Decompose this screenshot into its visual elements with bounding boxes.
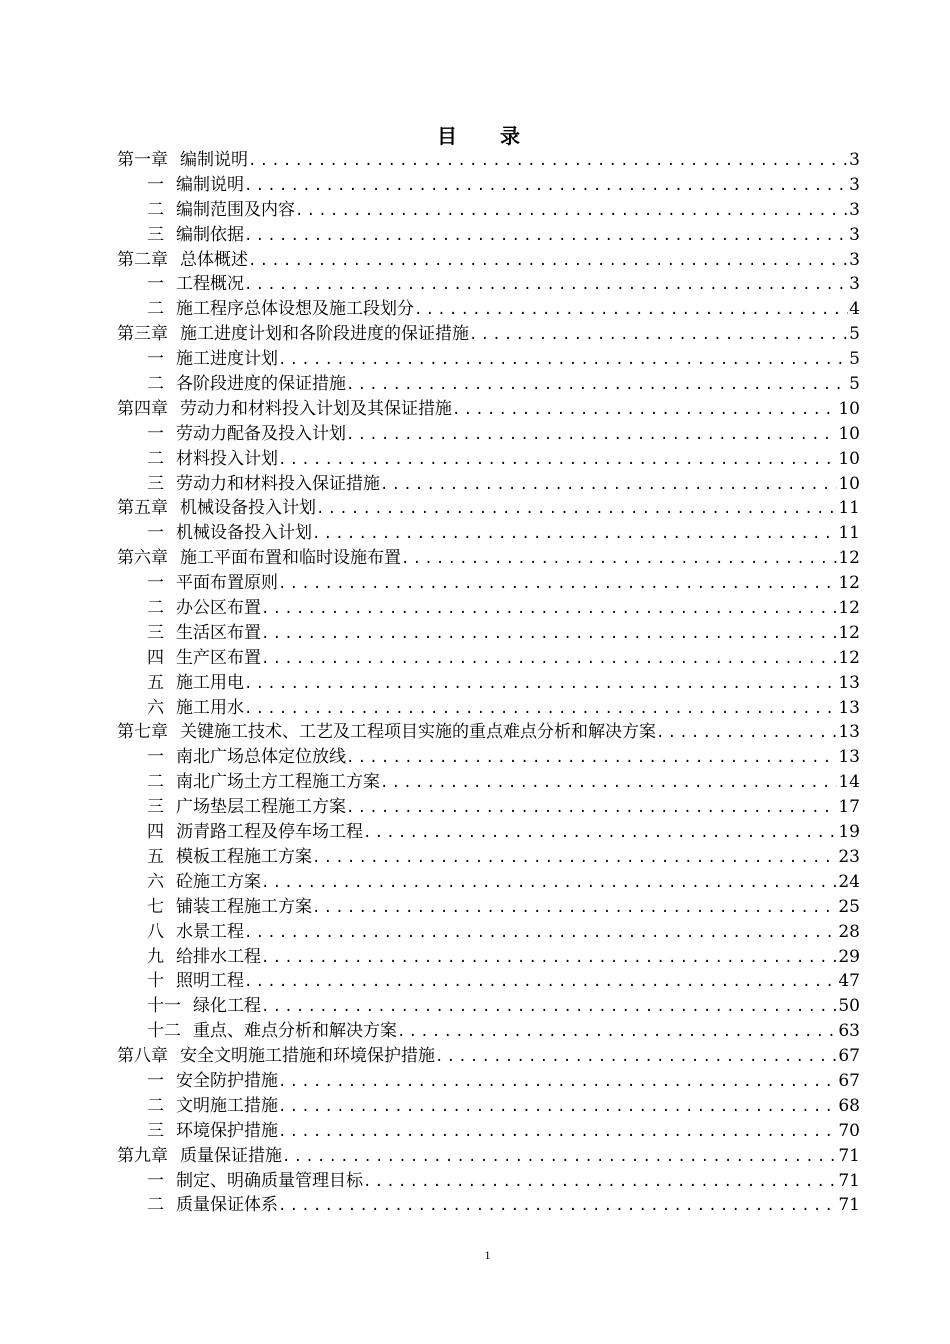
toc-entry-page: 12 — [838, 647, 860, 668]
toc-entry-number: 第一章 — [117, 150, 168, 170]
toc-entry-page: 11 — [838, 498, 860, 519]
toc-entry-number: 三 — [147, 622, 164, 643]
toc-chapter-entry[interactable] — [117, 148, 860, 173]
toc-chapter-entry[interactable] — [117, 397, 860, 422]
toc-entry-title: 文明施工措施 — [176, 1095, 278, 1116]
toc-leader-dots — [380, 771, 837, 795]
toc-entry-page: 5 — [849, 349, 860, 370]
toc-entry-title: 沥青路工程及停车场工程 — [176, 822, 363, 843]
toc-entry-title: 制定、明确质量管理目标 — [176, 1170, 363, 1191]
toc-leader-dots — [244, 224, 848, 248]
toc-section-entry[interactable] — [117, 696, 860, 721]
toc-leader-dots — [346, 423, 837, 447]
toc-entry-title: 南北广场土方工程施工方案 — [176, 772, 380, 793]
toc-entry-title: 安全文明施工措施和环境保护措施 — [180, 1046, 435, 1067]
toc-entry-title: 环境保护措施 — [176, 1120, 278, 1141]
toc-entry-title: 水景工程 — [176, 921, 244, 942]
toc-leader-dots — [244, 697, 837, 721]
toc-entry-page: 13 — [838, 697, 860, 718]
toc-section-entry[interactable] — [117, 223, 860, 248]
toc-entry-title: 编制说明 — [180, 150, 248, 170]
toc-entry-page: 71 — [838, 1195, 860, 1216]
toc-leader-dots — [346, 796, 837, 820]
toc-section-entry[interactable] — [117, 422, 860, 447]
toc-leader-dots — [363, 821, 837, 845]
toc-entry-title: 编制说明 — [176, 174, 244, 195]
toc-entry-page: 13 — [838, 747, 860, 768]
toc-leader-dots — [261, 995, 837, 1019]
toc-entry-title: 南北广场总体定位放线 — [176, 747, 346, 768]
toc-leader-dots — [261, 946, 837, 970]
toc-section-entry[interactable] — [117, 1094, 860, 1119]
toc-entry-number: 六 — [147, 871, 164, 892]
toc-entry-number: 一 — [147, 523, 164, 544]
toc-entry-title: 劳动力配备及投入计划 — [176, 423, 346, 444]
toc-entry-number: 七 — [147, 896, 164, 917]
toc-section-entry[interactable] — [117, 969, 860, 994]
toc-entry-number: 二 — [147, 448, 164, 469]
toc-entry-number: 六 — [147, 697, 164, 718]
toc-section-entry[interactable] — [117, 870, 860, 895]
toc-entry-page: 17 — [838, 797, 860, 818]
toc-entry-page: 14 — [838, 772, 860, 793]
toc-entry-page: 5 — [849, 374, 860, 395]
toc-section-entry[interactable] — [117, 845, 860, 870]
toc-entry-page: 10 — [838, 473, 860, 494]
toc-title: 目 录 — [437, 124, 538, 148]
toc-entry-number: 四 — [147, 647, 164, 668]
toc-entry-page: 28 — [838, 921, 860, 942]
toc-entry-number: 第五章 — [117, 498, 168, 519]
toc-section-entry[interactable] — [117, 945, 860, 970]
toc-entry-number: 二 — [147, 299, 164, 320]
toc-entry-page: 13 — [838, 722, 860, 743]
toc-entry-page: 24 — [838, 871, 860, 892]
toc-entry-page: 12 — [838, 598, 860, 619]
toc-leader-dots — [469, 323, 848, 347]
toc-entry-title: 质量保证措施 — [180, 1145, 282, 1166]
toc-entry-number: 十 — [147, 971, 164, 992]
toc-entry-page: 23 — [838, 846, 860, 867]
toc-entry-number: 三 — [147, 797, 164, 818]
toc-entry-page: 5 — [849, 324, 860, 345]
toc-chapter-entry[interactable] — [117, 322, 860, 347]
toc-section-entry[interactable] — [117, 994, 860, 1019]
toc-entry-page: 50 — [838, 996, 860, 1017]
toc-leader-dots — [278, 348, 848, 372]
toc-entry-title: 总体概述 — [180, 249, 248, 270]
toc-entry-number: 一 — [147, 349, 164, 370]
toc-entry-number: 三 — [147, 1120, 164, 1141]
toc-leader-dots — [312, 846, 837, 870]
toc-entry-title: 编制依据 — [176, 224, 244, 245]
toc-section-entry[interactable] — [117, 795, 860, 820]
toc-entry-page: 70 — [838, 1120, 860, 1141]
toc-entry-number: 第六章 — [117, 548, 168, 569]
toc-entry-title: 施工用水 — [176, 697, 244, 718]
toc-leader-dots — [244, 273, 848, 297]
toc-entry-title: 工程概况 — [176, 274, 244, 295]
toc-leader-dots — [656, 721, 837, 745]
toc-entry-title: 各阶段进度的保证措施 — [176, 374, 346, 395]
toc-leader-dots — [278, 1070, 837, 1094]
toc-entry-title: 材料投入计划 — [176, 448, 278, 469]
toc-section-entry[interactable] — [117, 347, 860, 372]
toc-entry-page: 71 — [838, 1170, 860, 1191]
toc-entry-page: 29 — [838, 946, 860, 967]
toc-entry-title: 生活区布置 — [176, 622, 261, 643]
toc-entry-page: 68 — [838, 1095, 860, 1116]
toc-entry-number: 一 — [147, 423, 164, 444]
toc-entry-number: 五 — [147, 672, 164, 693]
toc-entry-page: 3 — [849, 199, 860, 220]
toc-leader-dots — [261, 871, 837, 895]
toc-section-entry[interactable] — [117, 646, 860, 671]
toc-entry-title: 劳动力和材料投入保证措施 — [176, 473, 380, 494]
toc-entry-number: 一 — [147, 1070, 164, 1091]
toc-entry-number: 第九章 — [117, 1145, 168, 1166]
toc-entry-number: 第四章 — [117, 398, 168, 419]
toc-section-entry[interactable] — [117, 198, 860, 223]
toc-leader-dots — [312, 896, 837, 920]
toc-entry-number: 第三章 — [117, 324, 168, 345]
toc-section-entry[interactable] — [117, 472, 860, 497]
toc-leader-dots — [401, 547, 837, 571]
toc-section-entry[interactable] — [117, 521, 860, 546]
toc-entry-page: 71 — [838, 1145, 860, 1166]
toc-leader-dots — [248, 249, 848, 273]
toc-leader-dots — [261, 647, 837, 671]
toc-entry-page: 19 — [838, 822, 860, 843]
toc-leader-dots — [278, 448, 837, 472]
toc-entry-number: 三 — [147, 473, 164, 494]
toc-entry-page: 11 — [838, 523, 860, 544]
toc-section-entry[interactable] — [117, 372, 860, 397]
toc-entry-page: 12 — [838, 622, 860, 643]
toc-entry-page: 25 — [838, 896, 860, 917]
toc-entry-number: 十二 — [147, 1021, 181, 1042]
toc-section-entry[interactable] — [117, 1119, 860, 1144]
toc-entry-number: 二 — [147, 598, 164, 619]
toc-leader-dots — [261, 597, 837, 621]
toc-leader-dots — [414, 298, 848, 322]
toc-entry-number: 第八章 — [117, 1046, 168, 1067]
toc-leader-dots — [380, 473, 837, 497]
toc-section-entry[interactable] — [117, 745, 860, 770]
toc-entry-title: 机械设备投入计划 — [176, 523, 312, 544]
toc-entry-number: 一 — [147, 747, 164, 768]
toc-chapter-entry[interactable] — [117, 546, 860, 571]
toc-entry-page: 47 — [838, 971, 860, 992]
toc-entry-page: 4 — [849, 299, 860, 320]
toc-chapter-entry[interactable] — [117, 248, 860, 273]
toc-entry-number: 二 — [147, 772, 164, 793]
toc-entry-page: 67 — [838, 1046, 860, 1067]
toc-section-entry[interactable] — [117, 920, 860, 945]
toc-entry-number: 四 — [147, 822, 164, 843]
toc-leader-dots — [346, 373, 848, 397]
toc-section-entry[interactable] — [117, 272, 860, 297]
toc-leader-dots — [244, 970, 837, 994]
table-of-contents — [117, 148, 860, 1218]
toc-entry-title: 施工平面布置和临时设施布置 — [180, 548, 401, 569]
toc-entry-title: 施工进度计划 — [176, 349, 278, 370]
toc-entry-title: 机械设备投入计划 — [180, 498, 316, 519]
toc-entry-page: 3 — [849, 150, 860, 170]
toc-leader-dots — [435, 1045, 837, 1069]
toc-section-entry[interactable] — [117, 770, 860, 795]
toc-entry-title: 广场垫层工程施工方案 — [176, 797, 346, 818]
toc-entry-number: 二 — [147, 199, 164, 220]
toc-entry-title: 绿化工程 — [193, 996, 261, 1017]
toc-entry-number: 二 — [147, 1195, 164, 1216]
toc-entry-number: 二 — [147, 1095, 164, 1116]
toc-section-entry[interactable] — [117, 173, 860, 198]
toc-section-entry[interactable] — [117, 621, 860, 646]
toc-entry-number: 一 — [147, 1170, 164, 1191]
toc-entry-title: 生产区布置 — [176, 647, 261, 668]
toc-chapter-entry[interactable] — [117, 496, 860, 521]
toc-entry-number: 十一 — [147, 996, 181, 1017]
toc-entry-title: 模板工程施工方案 — [176, 846, 312, 867]
toc-entry-title: 劳动力和材料投入计划及其保证措施 — [180, 398, 452, 419]
toc-entry-title: 重点、难点分析和解决方案 — [193, 1021, 397, 1042]
toc-section-entry[interactable] — [117, 447, 860, 472]
toc-leader-dots — [278, 1120, 837, 1144]
toc-entry-page: 12 — [838, 573, 860, 594]
toc-entry-title: 安全防护措施 — [176, 1070, 278, 1091]
toc-leader-dots — [248, 149, 848, 173]
page-number: 1 — [484, 1248, 491, 1262]
toc-entry-number: 二 — [147, 374, 164, 395]
toc-entry-title: 编制范围及内容 — [176, 199, 295, 220]
toc-leader-dots — [316, 497, 837, 521]
toc-entry-page: 10 — [838, 448, 860, 469]
toc-leader-dots — [282, 1145, 837, 1169]
toc-section-entry[interactable] — [117, 671, 860, 696]
toc-leader-dots — [278, 1194, 837, 1218]
toc-entry-page: 10 — [838, 398, 860, 419]
toc-entry-number: 第七章 — [117, 722, 168, 743]
toc-entry-page: 3 — [849, 224, 860, 245]
toc-entry-page: 3 — [849, 274, 860, 295]
toc-entry-title: 办公区布置 — [176, 598, 261, 619]
toc-entry-page: 10 — [838, 423, 860, 444]
toc-leader-dots — [363, 1170, 837, 1194]
toc-section-entry[interactable] — [117, 571, 860, 596]
toc-entry-page: 12 — [838, 548, 860, 569]
toc-entry-number: 第二章 — [117, 249, 168, 270]
toc-leader-dots — [244, 921, 837, 945]
toc-entry-title: 砼施工方案 — [176, 871, 261, 892]
toc-entry-number: 三 — [147, 224, 164, 245]
toc-section-entry[interactable] — [117, 1193, 860, 1218]
toc-leader-dots — [244, 672, 837, 696]
toc-leader-dots — [278, 1095, 837, 1119]
toc-entry-title: 平面布置原则 — [176, 573, 278, 594]
toc-entry-page: 63 — [838, 1021, 860, 1042]
toc-section-entry[interactable] — [117, 1019, 860, 1044]
toc-entry-number: 一 — [147, 274, 164, 295]
toc-entry-title: 质量保证体系 — [176, 1195, 278, 1216]
toc-leader-dots — [295, 199, 848, 223]
toc-entry-title: 施工程序总体设想及施工段划分 — [176, 299, 414, 320]
toc-leader-dots — [244, 174, 848, 198]
toc-entry-number: 八 — [147, 921, 164, 942]
toc-section-entry[interactable] — [117, 895, 860, 920]
toc-entry-title: 施工进度计划和各阶段进度的保证措施 — [180, 324, 469, 345]
toc-leader-dots — [261, 622, 837, 646]
toc-section-entry[interactable] — [117, 596, 860, 621]
toc-section-entry[interactable] — [117, 1069, 860, 1094]
toc-entry-title: 施工用电 — [176, 672, 244, 693]
toc-entry-page: 3 — [849, 174, 860, 195]
toc-entry-number: 一 — [147, 573, 164, 594]
toc-leader-dots — [278, 572, 837, 596]
toc-chapter-entry[interactable] — [117, 1044, 860, 1069]
toc-entry-title: 铺装工程施工方案 — [176, 896, 312, 917]
toc-leader-dots — [312, 522, 837, 546]
toc-entry-number: 九 — [147, 946, 164, 967]
toc-entry-title: 给排水工程 — [176, 946, 261, 967]
toc-entry-title: 关键施工技术、工艺及工程项目实施的重点难点分析和解决方案 — [180, 722, 656, 743]
toc-entry-title: 照明工程 — [176, 971, 244, 992]
toc-section-entry[interactable] — [117, 1169, 860, 1194]
toc-entry-number: 一 — [147, 174, 164, 195]
toc-section-entry[interactable] — [117, 820, 860, 845]
toc-entry-page: 67 — [838, 1070, 860, 1091]
toc-leader-dots — [346, 746, 837, 770]
toc-entry-number: 五 — [147, 846, 164, 867]
toc-chapter-entry[interactable] — [117, 720, 860, 745]
toc-leader-dots — [397, 1020, 837, 1044]
toc-section-entry[interactable] — [117, 297, 860, 322]
toc-entry-page: 13 — [838, 672, 860, 693]
toc-entry-page: 3 — [849, 249, 860, 270]
toc-leader-dots — [452, 398, 837, 422]
toc-chapter-entry[interactable] — [117, 1144, 860, 1169]
